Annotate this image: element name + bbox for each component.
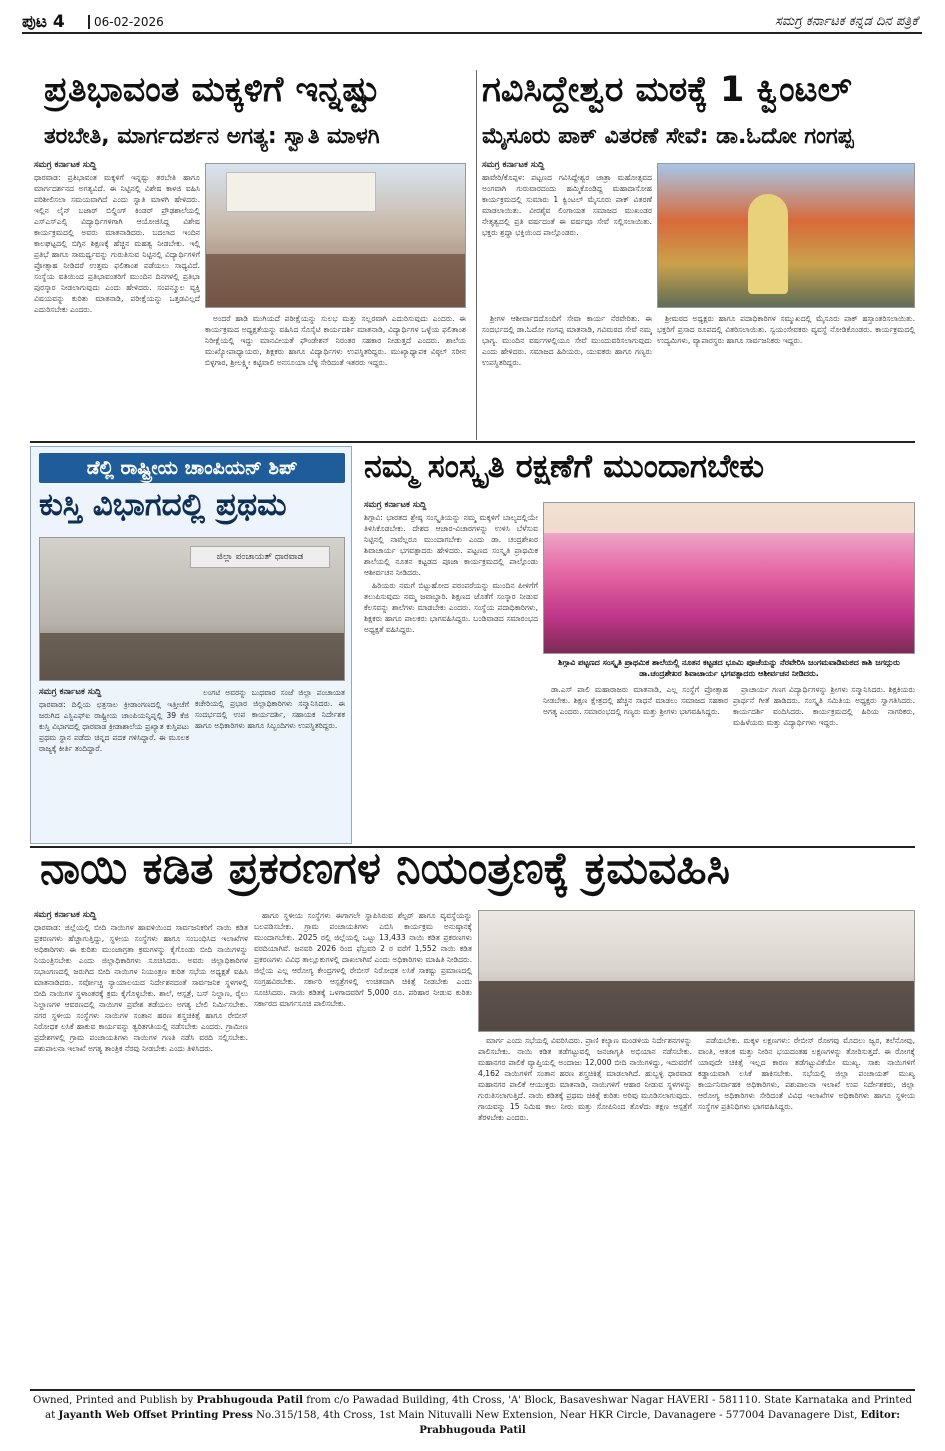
- story2-column-1: ಸಮಗ್ರ ಕರ್ನಾಟಕ ಸುದ್ದಿ ಹಾವೇರಿ/ಕೊಪ್ಪಳ: ಪಟ್ಟಣದ ಗವಿಸಿದ್ದೇಶ್ವರ ಜಾತ್ರಾ ಮಹೋತ್ಸವದ ಅಂಗವಾಗಿ ಗುರುವಾರದಂದು ಹಮ್ಮಿಕೊಂಡಿದ್ದ ಮಹಾದಾಸೋಹ ಕಾರ್ಯಕ್ರಮದಲ್ಲಿ ಸುಮಾರು 1 ಕ್ವಿಂಟಲ್ ಮೈಸೂರು ಪಾಕ್ ವಿತರಣೆ ಮಾಡಲಾಯಿತು. ವೀರಶೈವ ಲಿಂಗಾಯತ ಸಮಾಜದ ಮುಖಂಡರ ನೇತೃತ್ವದಲ್ಲಿ ಪ್ರತಿ ವರ್ಷದಂತೆ ಈ ವರ್ಷವೂ ಸೇವೆ ಸಲ್ಲಿಸಲಾಯಿತು. ಭಕ್ತರು ಶ್ರದ್ಧಾ ಭಕ್ತಿಯಿಂದ ಪಾಲ್ಗೊಂಡರು.: [482, 160, 652, 237]
- office-sign: ಜಿಲ್ಲಾ ಪಂಚಾಯತ್ ಧಾರವಾಡ: [190, 546, 330, 568]
- story3-column-4: ಪ್ರಾಚಾರ್ಯ ಗಣಗ ವಿದ್ಯಾರ್ಥಿಗಳನ್ನು ಶ್ರೀಗಳು ಸನ್ಮಾನಿಸಿದರು. ಶಿಕ್ಷಕಿಯರು ಪ್ರಾರ್ಥನೆ ಗೀತೆ ಹಾಡಿದರು. ಸಂಸ್ಕೃತಿ ಸಮಿತಿಯ ಅಧ್ಯಕ್ಷರು ಸ್ವಾಗತಿಸಿದರು. ಕಾರ್ಯದರ್ಶಿ ವಂದಿಸಿದರು. ಕಾರ್ಯಕ್ರಮದಲ್ಲಿ ಹಿರಿಯ ನಾಗರಿಕರು, ಮಹಿಳೆಯರು ಮತ್ತು ವಿದ್ಯಾರ್ಥಿಗಳು ಇದ್ದರು.: [733, 685, 915, 727]
- wrestling-photo: [39, 537, 345, 681]
- story1-headline: ಪ್ರತಿಭಾವಂತ ಮಕ್ಕಳಿಗೆ ಇನ್ನಷ್ಟು: [44, 72, 380, 110]
- publisher-name: Prabhugouda Patil: [196, 1394, 304, 1406]
- meeting-table-shape: [479, 981, 915, 1032]
- masthead: [22, 12, 922, 34]
- story4-column-4: ಪಡೆಯಬೇಕು. ಮಕ್ಕಳ ಲಕ್ಷಣಗಳು: ರೇಬೀಸ್ ರೋಗವು ಮೊದಲು ಜ್ವರ, ತಲೆನೋವು, ವಾಂತಿ, ಆತಂಕ ಮತ್ತು ನೀರಿನ ಭಯದಂತಹ ಲಕ್ಷಣಗಳನ್ನು ತೋರಿಸುತ್ತದೆ. ಈ ರೋಗಕ್ಕೆ ಯಾವುದೇ ಚಿಕಿತ್ಸೆ ಇಲ್ಲದ ಕಾರಣ ತಡೆಗಟ್ಟುವಿಕೆಯೇ ಮುಖ್ಯ. ಸಾಕು ನಾಯಿಗಳಿಗೆ ಕಡ್ಡಾಯವಾಗಿ ಲಸಿಕೆ ಹಾಕಿಸಬೇಕು. ಸಭೆಯಲ್ಲಿ ಜಿಲ್ಲಾ ಪಂಚಾಯತ್ ಮುಖ್ಯ ಕಾರ್ಯನಿರ್ವಾಹಕ ಅಧಿಕಾರಿಗಳು, ಪಶುಪಾಲನಾ ಇಲಾಖೆ ಉಪ ನಿರ್ದೇಶಕರು, ಜಿಲ್ಲಾ ಆರೋಗ್ಯ ಅಧಿಕಾರಿಗಳು ಸೇರಿದಂತೆ ವಿವಿಧ ಇಲಾಖೆಗಳ ಅಧಿಕಾರಿಗಳು ಹಾಗೂ ಸ್ಥಳೀಯ ಸಂಸ್ಥೆಗಳ ಪ್ರತಿನಿಧಿಗಳು ಭಾಗವಹಿಸಿದ್ದರು.: [698, 1036, 915, 1111]
- banner-shape: [226, 172, 376, 212]
- story1-photo: [205, 163, 466, 308]
- story3-photo: [543, 502, 915, 654]
- table-shape: [40, 633, 345, 681]
- story4-headline: ನಾಯಿ ಕಡಿತ ಪ್ರಕರಣಗಳ ನಿಯಂತ್ರಣಕ್ಕೆ ಕ್ರಮವಹಿಸಿ: [40, 846, 730, 894]
- audience-shape: [206, 254, 466, 308]
- story2-column-2: ಶ್ರೀಗಳ ಆಶೀರ್ವಾದದೊಂದಿಗೆ ಸೇವಾ ಕಾರ್ಯ ನೆರವೇರಿತು. ಈ ಸಂದರ್ಭದಲ್ಲಿ ಡಾ.ಓದೋ ಗಂಗಪ್ಪ ಮಾತನಾಡಿ, ಗವಿಮಠದ ಸೇವೆ ನಮ್ಮ ಭಾಗ್ಯ. ಮುಂದಿನ ವರ್ಷಗಳಲ್ಲಿಯೂ ಸೇವೆ ಮುಂದುವರಿಸಲಾಗುವುದು ಎಂದು ಹೇಳಿದರು. ಸಮಾಜದ ಹಿರಿಯರು, ಯುವಕರು ಹಾಗೂ ಗಣ್ಯರು ಉಪಸ್ಥಿತರಿದ್ದರು.: [482, 314, 652, 367]
- page-number: ಪುಟ 4: [22, 12, 65, 32]
- story2-byline: ಸಮಗ್ರ ಕರ್ನಾಟಕ ಸುದ್ದಿ: [482, 160, 545, 170]
- figure-shape: [748, 194, 788, 294]
- story1-column-2: ಅಂದರೆ ಹಾಡಿ ಮುಗಿಯದೆ ಪರೀಕ್ಷೆಯನ್ನು ಸುಲಭ ಮತ್ತು ಸಲ್ಲರವಾಗಿ ಎದುರಿಸುವುದು ಎಂದರು. ಈ ಕಾರ್ಯಕ್ರಮದ ಅಧ್ಯಕ್ಷತೆಯನ್ನು ವಹಿಸಿದ ಸೊಸೈಟಿ ಕಾರ್ಯದರ್ಶಿ ಮಾತನಾಡಿ, ವಿದ್ಯಾರ್ಥಿಗಳ ಒಳ್ಳೆಯ ಫಲಿತಾಂಶ ನಿರೀಕ್ಷೆಯಲ್ಲಿ ಇದ್ದು ಮಾನವೀಯತೆ ಫೌಂಡೇಶನ್ ನಿರಂತರ ಸಹಕಾರ ನೀಡುತ್ತದೆ ಎಂದರು. ಶಾಲೆಯ ಮುಖ್ಯೋಪಾಧ್ಯಾಯರು, ಶಿಕ್ಷಕರು ಹಾಗೂ ವಿದ್ಯಾರ್ಥಿಗಳು ಉಪಸ್ಥಿತರಿದ್ದರು. ಮುಖ್ಯಾಧ್ಯಾಪಕ ವಿಠ್ಠಲ್ ಸರೀನ ಬಿಳ್ಳಗಾರ, ಶ್ರೀಲಕ್ಷ್ಮೀ ಕಟ್ಟಿವಾಲಿ ಅನಸೂಯಾ ಬೆಳ್ಳಿ ಸೇರಿದಂತೆ ಇತರರು ಇದ್ದರು.: [205, 314, 466, 367]
- story1-subhead: ತರಬೇತಿ, ಮಾರ್ಗದರ್ಶನ ಅಗತ್ಯ: ಸ್ವಾತಿ ಮಾಳಗಿ: [44, 125, 380, 149]
- story3-caption: ಶಿಗ್ಗಾವಿ ಪಟ್ಟಣದ ಸಂಸ್ಕೃತಿ ಪ್ರಾಥಮಿಕ ಶಾಲೆಯಲ್ಲಿ ನೂತನ ಕಟ್ಟಡದ ಭೂಮಿ ಪೂಜೆಯನ್ನು ನೆರವೇರಿಸಿ ಜಂಗಮವಾಡಿಮಠದ ಕಾಶಿ ಜಗದ್ಗುರು ಡಾ.ಚಂದ್ರಶೇಖರ ಶಿವಾಚಾರ್ಯ ಭಗವತ್ಪಾದರು ಆಶೀರ್ವಚನ ನೀಡಿದರು.: [558, 658, 900, 678]
- issue-date: 06-02-2026: [88, 15, 164, 29]
- wrestling-byline: ಸಮಗ್ರ ಕರ್ನಾಟಕ ಸುದ್ದಿ: [39, 687, 102, 697]
- story3-column-3: ಡಾ.ಎಸ್ ಪಾಲಿ ಮಹಾರಾಜರು ಮಾತನಾಡಿ, ಎಲ್ಲ ಸಂಸ್ಥೆಗೆ ಪ್ರೋತ್ಸಾಹ ನೀಡಬೇಕು. ಶಿಕ್ಷಣ ಕ್ಷೇತ್ರದಲ್ಲಿ ಹೆಚ್ಚಿನ ಸಾಧನೆ ಮಾಡಲು ಸಮಾಜದ ಸಹಕಾರ ಅಗತ್ಯ ಎಂದರು. ಸಮಾರಂಭದಲ್ಲಿ ಗಣ್ಯರು ಮತ್ತು ಶ್ರೀಗಳು ಭಾಗವಹಿಸಿದ್ದರು.: [543, 685, 728, 716]
- story4-column-1: ಸಮಗ್ರ ಕರ್ನಾಟಕ ಸುದ್ದಿ ಧಾರವಾಡ: ಜಿಲ್ಲೆಯಲ್ಲಿ ಬೀದಿ ನಾಯಿಗಳ ಹಾವಳಿಯಿಂದ ಸಾರ್ವಜನಿಕರಿಗೆ ನಾಯಿ ಕಡಿತ ಪ್ರಕರಣಗಳು ಹೆಚ್ಚಾಗುತ್ತಿದ್ದು, ಸ್ಥಳೀಯ ಸಂಸ್ಥೆಗಳು ಹಾಗೂ ಸಂಬಂಧಿಸಿದ ಇಲಾಖೆಗಳ ಅಧಿಕಾರಿಗಳು ಈ ಕುರಿತು ಮುಂಜಾಗ್ರತಾ ಕ್ರಮಗಳನ್ನು ಕೈಗೊಂಡು ಬೀದಿ ನಾಯಿಗಳನ್ನು ನಿಯಂತ್ರಿಸಬೇಕು ಎಂದು ಜಿಲ್ಲಾಧಿಕಾರಿಗಳು ಸೂಚಿಸಿದರು. ಅವರು ಜಿಲ್ಲಾಧಿಕಾರಿಗಳ ಸಭಾಂಗಣದಲ್ಲಿ ಜರುಗಿದ ಬೀದಿ ನಾಯಿಗಳ ನಿಯಂತ್ರಣ ಕುರಿತ ಸಭೆಯ ಅಧ್ಯಕ್ಷತೆ ವಹಿಸಿ ಮಾತನಾಡಿದರು. ಸರ್ವೋಚ್ಚ ನ್ಯಾಯಾಲಯದ ನಿರ್ದೇಶನದಂತೆ ಸಾರ್ವಜನಿಕ ಸ್ಥಳಗಳಲ್ಲಿ ಬೀದಿ ನಾಯಿಗಳ ಸ್ಥಳಾಂತರಕ್ಕೆ ಕ್ರಮ ಕೈಗೊಳ್ಳಬೇಕು. ಶಾಲೆ, ಆಸ್ಪತ್ರೆ, ಬಸ್ ನಿಲ್ದಾಣ, ರೈಲು ನಿಲ್ದಾಣಗಳ ಆವರಣದಲ್ಲಿ ನಾಯಿಗಳ ಪ್ರವೇಶ ತಡೆಯಲು ಅಗತ್ಯ ಬೇಲಿ ನಿರ್ಮಿಸಬೇಕು. ನಗರ ಸ್ಥಳೀಯ ಸಂಸ್ಥೆಗಳು ನಾಯಿಗಳ ಸಂತಾನ ಹರಣ ಶಸ್ತ್ರಚಿಕಿತ್ಸೆ ಹಾಗೂ ರೇಬೀಸ್ ನಿರೋಧಕ ಲಸಿಕೆ ಹಾಕುವ ಕಾರ್ಯವನ್ನು ತ್ವರಿತಗತಿಯಲ್ಲಿ ನಡೆಸಬೇಕು ಎಂದರು. ಗ್ರಾಮೀಣ ಪ್ರದೇಶಗಳಲ್ಲಿ ಗ್ರಾಮ ಪಂಚಾಯತಿಗಳು ನಾಯಿಗಳ ಗಣತಿ ನಡೆಸಿ ವರದಿ ಸಲ್ಲಿಸಬೇಕು. ಪಶುಪಾಲನಾ ಇಲಾಖೆ ಅಗತ್ಯ ತಾಂತ್ರಿಕ ನೆರವು ನೀಡಬೇಕು ಎಂದು ತಿಳಿಸಿದರು.: [34, 910, 248, 1053]
- editor-name: Editor: Prabhugouda Patil: [419, 1409, 900, 1436]
- stage-backdrop-shape: [544, 503, 915, 533]
- wrestling-column-2: ಲಂಗಟಿ ಅವರನ್ನು ಬುಧವಾರ ಸಂಜೆ ಜಿಲ್ಲಾ ಪಂಚಾಯತ ಕಚೇರಿಯಲ್ಲಿ ಪ್ರಭಾರ ಜಿಲ್ಲಾಧಿಕಾರಿಗಳು ಸನ್ಮಾನಿಸಿದರು. ಈ ಸಂದರ್ಭದಲ್ಲಿ ಉಪ ಕಾರ್ಯದರ್ಶಿ, ಸಹಾಯಕ ನಿರ್ದೇಶಕ ಹಾಗೂ ಅಧಿಕಾರಿಗಳು ಹಾಗೂ ಸಿಬ್ಬಂದಿಗಳು ಉಪಸ್ಥಿತರಿದ್ದರು.: [195, 688, 345, 730]
- story4-byline: ಸಮಗ್ರ ಕರ್ನಾಟಕ ಸುದ್ದಿ: [34, 910, 97, 920]
- wrestling-headline: ಕುಸ್ತಿ ವಿಭಾಗದಲ್ಲಿ ಪ್ರಥಮ: [39, 489, 287, 523]
- story2-column-3: ಶ್ರೀಮಠದ ಅಧ್ಯಕ್ಷರು ಹಾಗೂ ಪದಾಧಿಕಾರಿಗಳ ಸಮ್ಮುಖದಲ್ಲಿ ಮೈಸೂರು ಪಾಕ್ ಹಸ್ತಾಂತರಿಸಲಾಯಿತು. ಭಕ್ತರಿಗೆ ಪ್ರಸಾದ ರೂಪದಲ್ಲಿ ವಿತರಿಸಲಾಯಿತು. ಸ್ವಯಂಸೇವಕರು ವ್ಯವಸ್ಥೆ ನೋಡಿಕೊಂಡರು. ಕಾರ್ಯಕ್ರಮದಲ್ಲಿ ಉದ್ಯಮಿಗಳು, ವ್ಯಾಪಾರಸ್ಥರು ಹಾಗೂ ಸಾರ್ವಜನಿಕರು ಇದ್ದರು.: [657, 314, 915, 345]
- story2-photo: [657, 163, 915, 308]
- column-divider: [476, 70, 477, 440]
- story2-subhead: ಮೈಸೂರು ಪಾಕ್ ವಿತರಣೆ ಸೇವೆ: ಡಾ.ಓದೋ ಗಂಗಪ್ಪ: [482, 125, 854, 149]
- story1-column-1: ಸಮಗ್ರ ಕರ್ನಾಟಕ ಸುದ್ದಿ ಧಾರವಾಡ: ಪ್ರತಿಭಾವಂತ ಮಕ್ಕಳಿಗೆ ಇನ್ನಷ್ಟು ತರಬೇತಿ ಹಾಗೂ ಮಾರ್ಗದರ್ಶನದ ಅಗತ್ಯವಿದೆ. ಈ ನಿಟ್ಟಿನಲ್ಲಿ ವಿಶೇಷ ಕಾಳಜಿ ವಹಿಸಿ ಪರಿಶೀಲಿಸಲಾ ಸಮಯವಾಗಿದೆ ಎಂದು ಸ್ವಾತಿ ಮಾಳಗಿ ಹೇಳಿದರು. ಇಲ್ಲಿನ ಲೈನ್ ಬಜಾರ್ ಬಿಲ್ಡಿಂಗ್ ಕಿಂಡರ್ ಪ್ರೌಢಶಾಲೆಯಲ್ಲಿ ಎಸ್ಎಸ್ಎಲ್ಸಿ ವಿದ್ಯಾರ್ಥಿಗಳಿಗಾಗಿ ಆಯೋಜಿಸಿದ್ದ ವಿಶೇಷ ಕಾರ್ಯಕ್ರಮದಲ್ಲಿ ಅವರು ಮಾತನಾಡಿದರು. ಬದಲಾದ ಇಂದಿನ ಕಾಲಘಟ್ಟದಲ್ಲಿ ಬಿಗ್ಗಿನ ಶಿಕ್ಷಣಕ್ಕೆ ಹೆಚ್ಚಿನ ಮಹತ್ವ ನೀಡಬೇಕು. ಇಲ್ಲಿ ಪ್ರತಿಭೆ ಹಾಗೂ ಸಾಮರ್ಥ್ಯವನ್ನು ಗುರುತಿಸುವ ನಿಟ್ಟಿನಲ್ಲಿ ವಿದ್ಯಾರ್ಥಿಗಳಿಗೆ ಪ್ರೋತ್ಸಾಹ ನೀಡಿದರೆ ಉತ್ತಮ ಫಲಿತಾಂಶ ಪಡೆಯಲು ಸಾಧ್ಯವಿದೆ. ಸಂಸ್ಥೆಯ ವತಿಯಿಂದ ಪ್ರತಿಭಾವಂತರಿಗೆ ಮುಂದಿನ ದಿನಗಳಲ್ಲಿ ಪ್ರತಿಭಾ ಪುರಸ್ಕಾರ ನೀಡಲಾಗುವುದು ಎಂದು ಹೇಳಿದರು. ಸಂಪನ್ಮೂಲ ವ್ಯಕ್ತಿ ವಿಷಯವನ್ನು ಕುರಿತು ಮಾತನಾಡಿ, ಪರೀಕ್ಷೆಯನ್ನು ಒತ್ತಡವಿಲ್ಲದೆ ಎದುರಿಸಬೇಕು ಎಂದರು.: [34, 160, 200, 314]
- story4-photo: [478, 910, 915, 1032]
- story3-headline: ನಮ್ಮ ಸಂಸ್ಕೃತಿ ರಕ್ಷಣೆಗೆ ಮುಂದಾಗಬೇಕು: [364, 450, 765, 485]
- wrestling-banner: ಡೆಲ್ಲಿ ರಾಷ್ಟ್ರೀಯ ಚಾಂಪಿಯನ್ ಶಿಪ್: [39, 453, 345, 483]
- story1-byline: ಸಮಗ್ರ ಕರ್ನಾಟಕ ಸುದ್ದಿ: [34, 160, 97, 170]
- press-name: Jayanth Web Offset Printing Press: [58, 1409, 253, 1421]
- paper-name: ಸಮಗ್ರ ಕರ್ನಾಟಕ ಕನ್ನಡ ದಿನ ಪತ್ರಿಕೆ: [775, 14, 918, 29]
- wrestling-story-box: [30, 446, 352, 844]
- wrestling-column-1: ಸಮಗ್ರ ಕರ್ನಾಟಕ ಸುದ್ದಿ ಧಾರವಾಡ: ದಿಲ್ಲಿಯ ಛತ್ರಸಾಲ ಕ್ರೀಡಾಂಗಣದಲ್ಲಿ ಇತ್ತೀಚೆಗೆ ಜರುಗಿದ ಎಸ್ಜಿಎಫ್ಐ ರಾಷ್ಟ್ರೀಯ ಚಾಂಪಿಯನ್ಶಿಪ್ನಲ್ಲಿ 39 ಕೆಜಿ ಕುಸ್ತಿ ವಿಭಾಗದಲ್ಲಿ ಧಾರವಾಡ ಕ್ರೀಡಾಶಾಲೆಯ ಪ್ರಖ್ಯಾತ ಕುಸ್ತಿಪಟು ಪ್ರಥಮ ಸ್ಥಾನ ಪಡೆದು ಚಿನ್ನದ ಪದಕ ಗಳಿಸಿದ್ದಾರೆ. ಈ ಮೂಲಕ ರಾಜ್ಯಕ್ಕೆ ಕೀರ್ತಿ ತಂದಿದ್ದಾರೆ.: [39, 687, 189, 753]
- section-divider: [30, 441, 915, 443]
- story3-column-1: ಸಮಗ್ರ ಕರ್ನಾಟಕ ಸುದ್ದಿ ಶಿಗ್ಗಾವಿ: ಭಾರತದ ಶ್ರೇಷ್ಠ ಸಂಸ್ಕೃತಿಯನ್ನು ನಮ್ಮ ಮಕ್ಕಳಿಗೆ ಬಾಲ್ಯದಲ್ಲಿಯೇ ತಿಳಿಸಿಕೊಡಬೇಕು. ದೇಶದ ಆಚಾರ-ವಿಚಾರಗಳನ್ನು ಉಳಿಸಿ ಬೆಳೆಸುವ ನಿಟ್ಟಿನಲ್ಲಿ ನಾವೆಲ್ಲರೂ ಮುಂದಾಗಬೇಕು ಎಂದು ಡಾ. ಚಂದ್ರಶೇಖರ ಶಿವಾಚಾರ್ಯ ಭಗವತ್ಪಾದರು ಹೇಳಿದರು. ಪಟ್ಟಣದ ಸಂಸ್ಕೃತಿ ಪ್ರಾಥಮಿಕ ಶಾಲೆಯಲ್ಲಿ ನೂತನ ಕಟ್ಟಡದ ಪೂಜಾ ಕಾರ್ಯಕ್ರಮದಲ್ಲಿ ಪಾಲ್ಗೊಂಡು ಆಶೀರ್ವಚನ ನೀಡಿದರು. ಹಿರಿಯರು ನಮಗೆ ಬಿಟ್ಟುಹೋದ ಪರಂಪರೆಯನ್ನು ಮುಂದಿನ ಪೀಳಿಗೆಗೆ ತಲುಪಿಸುವುದು ನಮ್ಮ ಜವಾಬ್ದಾರಿ. ಶಿಕ್ಷಣದ ಜೊತೆಗೆ ಸಂಸ್ಕಾರ ನೀಡುವ ಕೆಲಸವನ್ನು ಶಾಲೆಗಳು ಮಾಡಬೇಕು ಎಂದರು. ಸಂಸ್ಥೆಯ ಪದಾಧಿಕಾರಿಗಳು, ಶಿಕ್ಷಕರು ಹಾಗೂ ಪಾಲಕರು ಭಾಗವಹಿಸಿದ್ದರು. ಬಂಡಿವಾಡದ ಸಮಾರಂಭದ ಅಧ್ಯಕ್ಷತೆ ವಹಿಸಿದ್ದರು.: [364, 500, 538, 634]
- story3-byline: ಸಮಗ್ರ ಕರ್ನಾಟಕ ಸುದ್ದಿ: [364, 500, 427, 510]
- imprint-footer: Owned, Printed and Publish by Prabhugouda Patil from c/o Pawadad Building, 4th Cross, 'A' Block, Basaveshwar Nagar HAVERI - 581110. State Karnataka and Printed at Jayanth Web Offset Printing Press No.315/158, 4th Cross, 1st Main Nituvalli New Extension, Near HKR Circle, Davanagere - 577004 Davanagere Dist, Editor: Prabhugouda Patil: [30, 1389, 915, 1438]
- story2-headline: ಗವಿಸಿದ್ದೇಶ್ವರ ಮಠಕ್ಕೆ 1 ಕ್ವಿಂಟಲ್: [482, 72, 852, 110]
- story4-column-2: ಹಾಗೂ ಸ್ಥಳೀಯ ಸಂಸ್ಥೆಗಳು ಈಗಾಗಲೇ ಸ್ಥಾಪಿಸಿರುವ ಶೆಲ್ಟರ್ ಹಾಗೂ ವ್ಯವಸ್ಥೆಯನ್ನು ಬಲಪಡಿಸಬೇಕು. ಗ್ರಾಮ ಪಂಚಾಯತಿಗಳು ಎಬಿಸಿ ಕಾರ್ಯಕ್ರಮ ಅನುಷ್ಠಾನಕ್ಕೆ ಮುಂದಾಗಬೇಕು. 2025 ರಲ್ಲಿ ಜಿಲ್ಲೆಯಲ್ಲಿ ಒಟ್ಟು 13,433 ನಾಯಿ ಕಡಿತ ಪ್ರಕರಣಗಳು ವರದಿಯಾಗಿವೆ. ಜನವರಿ 2026 ರಿಂದ ಫೆಬ್ರವರಿ 2 ರ ವರೆಗೆ 1,552 ನಾಯಿ ಕಡಿತ ಪ್ರಕರಣಗಳು ವಿವಿಧ ತಾಲ್ಲೂಕುಗಳಲ್ಲಿ ದಾಖಲಾಗಿವೆ ಎಂದು ಅಧಿಕಾರಿಗಳು ಮಾಹಿತಿ ನೀಡಿದರು. ಜಿಲ್ಲೆಯ ಎಲ್ಲ ಆರೋಗ್ಯ ಕೇಂದ್ರಗಳಲ್ಲಿ ರೇಬೀಸ್ ನಿರೋಧಕ ಲಸಿಕೆ ಸಾಕಷ್ಟು ಪ್ರಮಾಣದಲ್ಲಿ ಸಂಗ್ರಹವಿರಬೇಕು. ಸರ್ಕಾರಿ ಆಸ್ಪತ್ರೆಗಳಲ್ಲಿ ಉಚಿತವಾಗಿ ಚಿಕಿತ್ಸೆ ನೀಡಬೇಕು ಎಂದು ಸೂಚಿಸಿದರು. ನಾಯಿ ಕಡಿತಕ್ಕೆ ಒಳಗಾದವರಿಗೆ 5,000 ರೂ. ಪರಿಹಾರ ನೀಡುವ ಕುರಿತು ಸರ್ಕಾರದ ಮಾರ್ಗಸೂಚಿ ಪಾಲಿಸಬೇಕು.: [254, 911, 472, 1008]
- story4-column-3: ಮಾರ್ಗ ಎಂದು ಸಭೆಯಲ್ಲಿ ವಿವರಿಸಿದರು. ಪ್ರಾಣಿ ಕಲ್ಯಾಣ ಮಂಡಳಿಯ ನಿರ್ದೇಶನಗಳನ್ನು ಪಾಲಿಸಬೇಕು. ನಾಯಿ ಕಡಿತ ತಡೆಗಟ್ಟುವಲ್ಲಿ ಜನಜಾಗೃತಿ ಅಭಿಯಾನ ನಡೆಸಬೇಕು. ಮಹಾನಗರ ಪಾಲಿಕೆ ವ್ಯಾಪ್ತಿಯಲ್ಲಿ ಅಂದಾಜು 12,000 ಬೀದಿ ನಾಯಿಗಳಿದ್ದು, ಇದುವರೆಗೆ 4,162 ನಾಯಿಗಳಿಗೆ ಸಂತಾನ ಹರಣ ಶಸ್ತ್ರಚಿಕಿತ್ಸೆ ಮಾಡಲಾಗಿದೆ. ಹುಬ್ಬಳ್ಳಿ ಧಾರವಾಡ ಮಹಾನಗರ ಪಾಲಿಕೆ ಆಯುಕ್ತರು ಮಾತನಾಡಿ, ನಾಯಿಗಳಿಗೆ ಆಹಾರ ನೀಡುವ ಸ್ಥಳಗಳನ್ನು ಗುರುತಿಸಲಾಗುತ್ತಿದೆ. ನಾಯಿ ಕಡಿತಕ್ಕೆ ಪ್ರಥಮ ಚಿಕಿತ್ಸೆ ಕುರಿತು ಅರಿವು ಮೂಡಿಸಲಾಗುವುದು. ಗಾಯವನ್ನು 15 ನಿಮಿಷ ಕಾಲ ನೀರು ಮತ್ತು ಸೋಪಿನಿಂದ ತೊಳೆದು ತಕ್ಷಣ ಆಸ್ಪತ್ರೆಗೆ ತೆರಳಬೇಕು ಎಂದರು.: [478, 1036, 692, 1122]
